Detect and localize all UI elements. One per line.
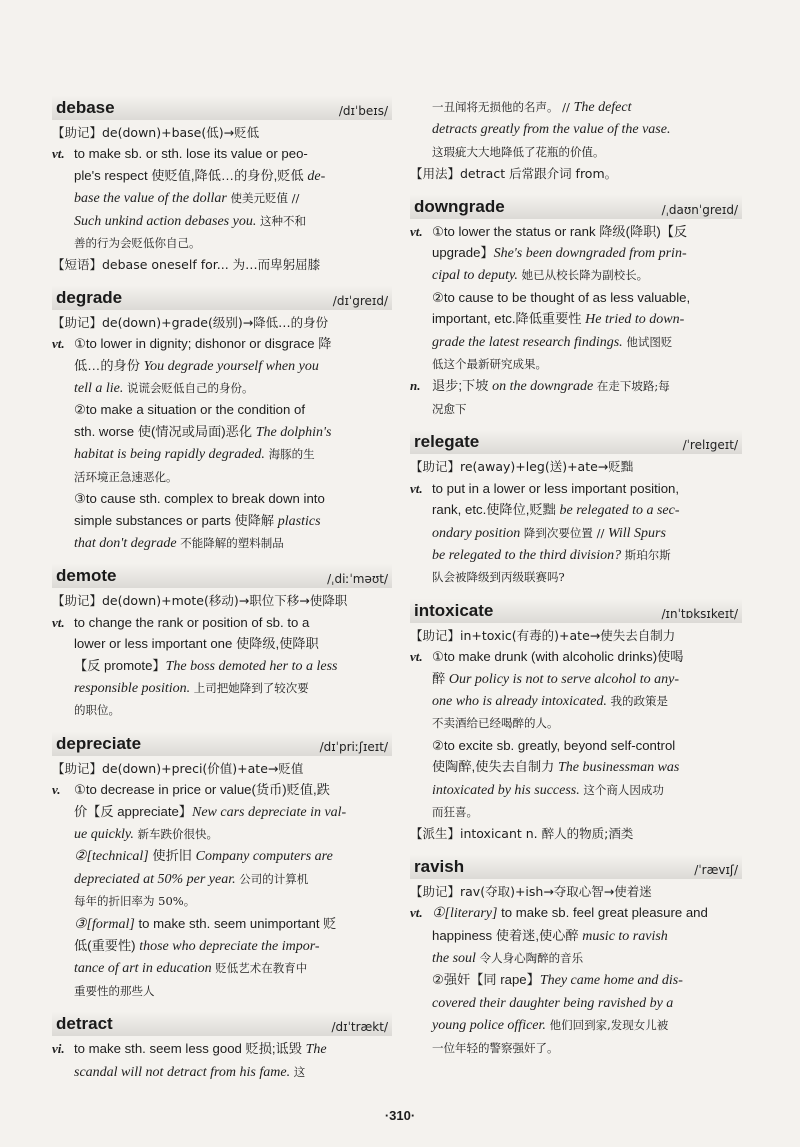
entry-header — [410, 599, 742, 623]
part-of-speech: vt. — [410, 649, 423, 665]
entry-header — [52, 564, 392, 588]
page-number: ·310· — [384, 1108, 416, 1123]
definition: vt. to put in a lower or less important position, rank, etc.使降位,贬黜 be relegated to a sec- ondary position 降到次要位置 // Will Spurs be relegated to the third division? 斯珀尔斯 队会被降级到丙级联赛吗? — [410, 478, 742, 589]
definition: vt. to change the rank or position of sb. to a lower or less important one 使降级,使降职 【反 promote】The boss demoted her to a less responsible position. 上司把她降到了较次要 的职位。 — [52, 612, 392, 722]
pronunciation: /dɪˈpriːʃɪeɪt/ — [319, 739, 388, 754]
right-column — [410, 96, 742, 1069]
definition: vi. to make sth. seem less good 贬损;诋毁 The scandal will not detract from his fame. 这 — [52, 1038, 392, 1083]
definition: vt. ①to make drunk (with alcoholic drinks)使喝 醉 Our policy is not to serve alcohol to any- one who is already intoxicated. 我的政策是 不卖酒给已经喝醉的人。 ②to excite sb. greatly, beyond self-control 使陶醉,使失去自制力 The businessman was intoxicated by his success. 这个商人因成功 而狂喜。 — [410, 646, 742, 823]
usage-line: 【用法】detract 后常跟介词 from。 — [410, 166, 618, 182]
entry-header — [52, 1012, 392, 1036]
part-of-speech: vi. — [52, 1041, 65, 1057]
part-of-speech: vt. — [410, 905, 423, 921]
headword: intoxicate — [414, 600, 494, 620]
definition: vt. ①to lower the status or rank 降级(降职)【反 upgrade】She's been downgraded from prin- cipal to deputy. 她已从校长降为副校长。 ②to cause to be thought of as less valuable, important, etc.降低重要性 He tried to down- grade the latest research findings. 他试图贬 低这个最新研究成果。 — [410, 221, 742, 376]
definition: vt. ①[literary] to make sb. feel great pleasure and happiness 使着迷,使心醉 music to ravish the soul 令人身心陶醉的音乐 ②强奸【同 rape】They came home and dis- covered their daughter being ravished by a young police officer. 他们回到家,发现女儿被 一位年轻的警察强奸了。 — [410, 902, 742, 1059]
part-of-speech: vt. — [52, 614, 65, 630]
headword: relegate — [414, 432, 480, 452]
pronunciation: /ˌdaʊnˈgreɪd/ — [661, 202, 738, 217]
headword: depreciate — [56, 733, 142, 753]
memo-line: 【助记】in+toxic(有毒的)+ate→使失去自制力 — [410, 627, 676, 643]
part-of-speech: vt. — [410, 223, 423, 239]
pronunciation: /ɪnˈtɒksɪkeɪt/ — [661, 606, 738, 621]
part-of-speech: vt. — [52, 336, 65, 352]
definition: v. ①to decrease in price or value(货币)贬值,跌 价【反 appreciate】New cars depreciate in val- ue quickly. 新车跌价很快。 ②[technical] 使折旧 Company computers are depreciated at 50% per year. 公司的计算机 每年的折旧率为 50%。 ③[formal] to make sth. seem unimportant 贬 低(重要性) those who depreciate the impor- tance of art in education 贬低艺术在教育中 重要性的那些人 — [52, 779, 392, 1002]
memo-line: 【助记】de(down)+mote(移动)→职位下移→使降职 — [52, 593, 348, 609]
memo-line: 【助记】rav(夺取)+ish→夺取心智→使着迷 — [410, 883, 652, 899]
memo-line: 【助记】de(down)+preci(价值)+ate→贬值 — [52, 760, 304, 776]
entry-header — [52, 96, 392, 120]
phrase-line: 【短语】debase oneself for... 为…而卑躬屈膝 — [52, 257, 321, 273]
entry-detract — [52, 1012, 392, 1083]
headword: downgrade — [414, 196, 505, 216]
definition: vt. to make sb. or sth. lose its value or peo- ple's respect 使贬值,降低…的身份,贬低 de- base the value of the dollar 使美元贬值 // Such unkind action debases you. 这种不和 善的行为会贬低你自己。 — [52, 143, 392, 254]
entry-header — [52, 732, 392, 756]
entry-header — [410, 430, 742, 454]
definition: vt. ①to lower in dignity; dishonor or disgrace 降 低…的身份 You degrade yourself when you tell a lie. 说谎会贬低自己的身份。 ②to make a situation or the condition of sth. worse 使(情况或局面)恶化 The dolphin's habitat is being rapidly degraded. 海豚的生 活环境正急速恶化。 ③to cause sth. complex to break down into simple substances or parts 使降解 plastics that don't degrade 不能降解的塑料制品 — [52, 333, 392, 554]
entry-depreciate — [52, 732, 392, 1002]
part-of-speech: v. — [52, 782, 61, 798]
headword: ravish — [414, 856, 465, 876]
pronunciation: /ˌdiːˈməʊt/ — [327, 572, 388, 587]
headword: demote — [56, 566, 117, 586]
memo-line: 【助记】re(away)+leg(送)+ate→贬黜 — [410, 459, 634, 475]
pronunciation: /ˈrævɪʃ/ — [694, 862, 738, 877]
entry-header — [52, 286, 392, 310]
entry-demote — [52, 564, 392, 721]
pronunciation: /dɪˈbeɪs/ — [338, 104, 388, 118]
memo-line: 【助记】de(down)+base(低)→贬低 — [52, 125, 260, 140]
derivative-line: 【派生】intoxicant n. 醉人的物质;酒类 — [410, 826, 634, 842]
entry-intoxicate — [410, 599, 742, 845]
definition-continued: 一丑闻将无损他的名声。 // The defect detracts greatly from the value of the vase. 这瑕疵大大地降低了花瓶的价值。 — [432, 100, 671, 159]
pronunciation: /dɪˈtrækt/ — [331, 1020, 388, 1035]
entry-detract-continued — [410, 96, 742, 185]
pronunciation: /ˈrelɪgeɪt/ — [682, 438, 738, 453]
entry-ravish — [410, 855, 742, 1059]
headword: detract — [56, 1014, 113, 1034]
part-of-speech: vt. — [52, 146, 65, 162]
headword: degrade — [56, 287, 123, 307]
entry-header — [410, 855, 742, 879]
headword: debase — [56, 98, 115, 117]
part-of-speech: n. — [410, 378, 421, 394]
entry-header — [410, 195, 742, 219]
left-column — [52, 96, 392, 1093]
entry-relegate — [410, 430, 742, 588]
entry-debase — [52, 96, 392, 276]
entry-degrade — [52, 286, 392, 554]
memo-line: 【助记】de(down)+grade(级别)→降低…的身份 — [52, 314, 329, 330]
definition-noun: n. 退步;下坡 on the downgrade 在走下坡路;每 况愈下 — [410, 375, 742, 420]
entry-downgrade — [410, 195, 742, 421]
pronunciation: /dɪˈgreɪd/ — [332, 293, 388, 308]
part-of-speech: vt. — [410, 480, 423, 496]
